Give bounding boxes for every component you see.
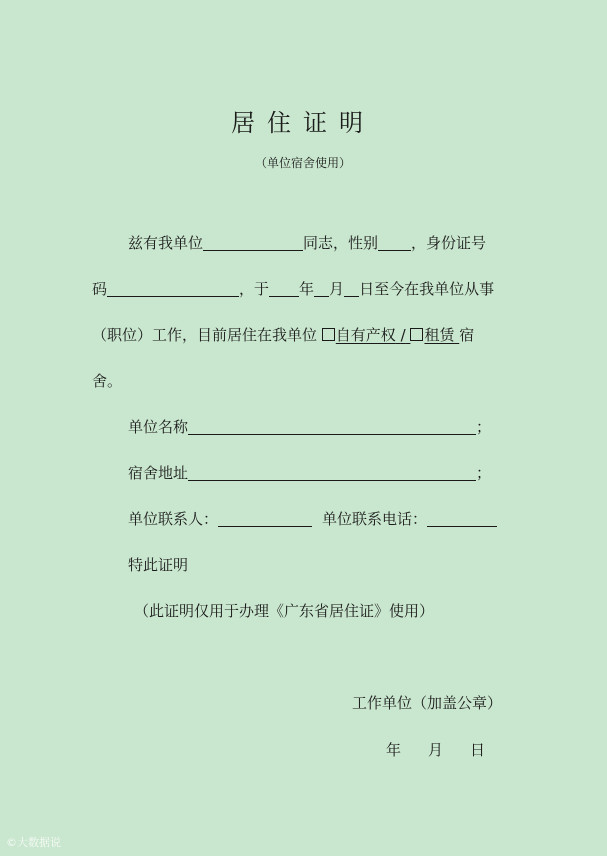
contact-phone-blank[interactable] [427,510,497,527]
contact-phone-label: 单位联系电话： [322,510,428,528]
rental-checkbox[interactable] [410,328,423,341]
text-day-tail: 日至今在我单位从事 [359,280,495,298]
text-ma: 码 [92,280,108,298]
text-comrade: 同志，性别 [303,234,379,252]
option-separator: / [400,326,406,344]
signature-month: 月 [428,741,444,759]
signature-day: 日 [470,741,486,759]
text-id-number: ，身份证号 [411,234,487,252]
housing-options [322,326,459,344]
text-year: 年 [299,280,315,298]
body-line-2 [92,279,494,299]
signature-unit: 工作单位（加盖公章） [352,694,503,712]
id-number-blank[interactable] [107,280,239,297]
signature-year: 年 [386,741,402,759]
text-unit-prefix: 兹有我单位 [128,234,204,252]
usage-note: （此证明仅用于办理《广东省居住证》使用） [134,602,435,620]
closing-text: 特此证明 [128,556,189,574]
contact-person-label: 单位联系人： [128,510,219,528]
name-blank[interactable] [203,234,303,251]
dorm-address-label: 宿舍地址 [128,464,189,482]
watermark [6,834,61,850]
day-blank[interactable] [344,280,359,297]
unit-name-label: 单位名称 [128,418,189,436]
own-property-label: 自有产权 [335,326,396,344]
contact-person-blank[interactable] [218,510,312,527]
watermark-logo-icon: © [6,836,17,849]
document-subtitle: （单位宿舍使用） [255,156,352,170]
dorm-address-blank[interactable] [188,464,476,481]
text-month: 月 [329,280,345,298]
dorm-address-row [128,463,491,483]
dorm-address-semicolon: ； [476,464,492,482]
text-since: ，于 [239,280,270,298]
body-line-4: 舍。 [92,372,123,390]
rental-label: 租赁 [424,326,455,344]
text-position: （职位）工作，目前居住在我单位 [92,326,318,344]
month-blank[interactable] [314,280,329,297]
unit-name-blank[interactable] [188,418,476,435]
gender-blank[interactable] [378,234,411,251]
contact-row [128,509,497,529]
own-property-checkbox[interactable] [322,328,335,341]
body-line-3 [92,325,474,345]
watermark-text: 大数据说 [17,836,61,849]
text-dorm-end: 宿 [459,326,475,344]
document-title: 居住证明 [231,109,375,137]
unit-name-row [128,417,491,437]
body-line-1 [128,233,486,253]
signature-date [386,740,485,760]
unit-name-semicolon: ； [476,418,492,436]
year-blank[interactable] [269,280,299,297]
